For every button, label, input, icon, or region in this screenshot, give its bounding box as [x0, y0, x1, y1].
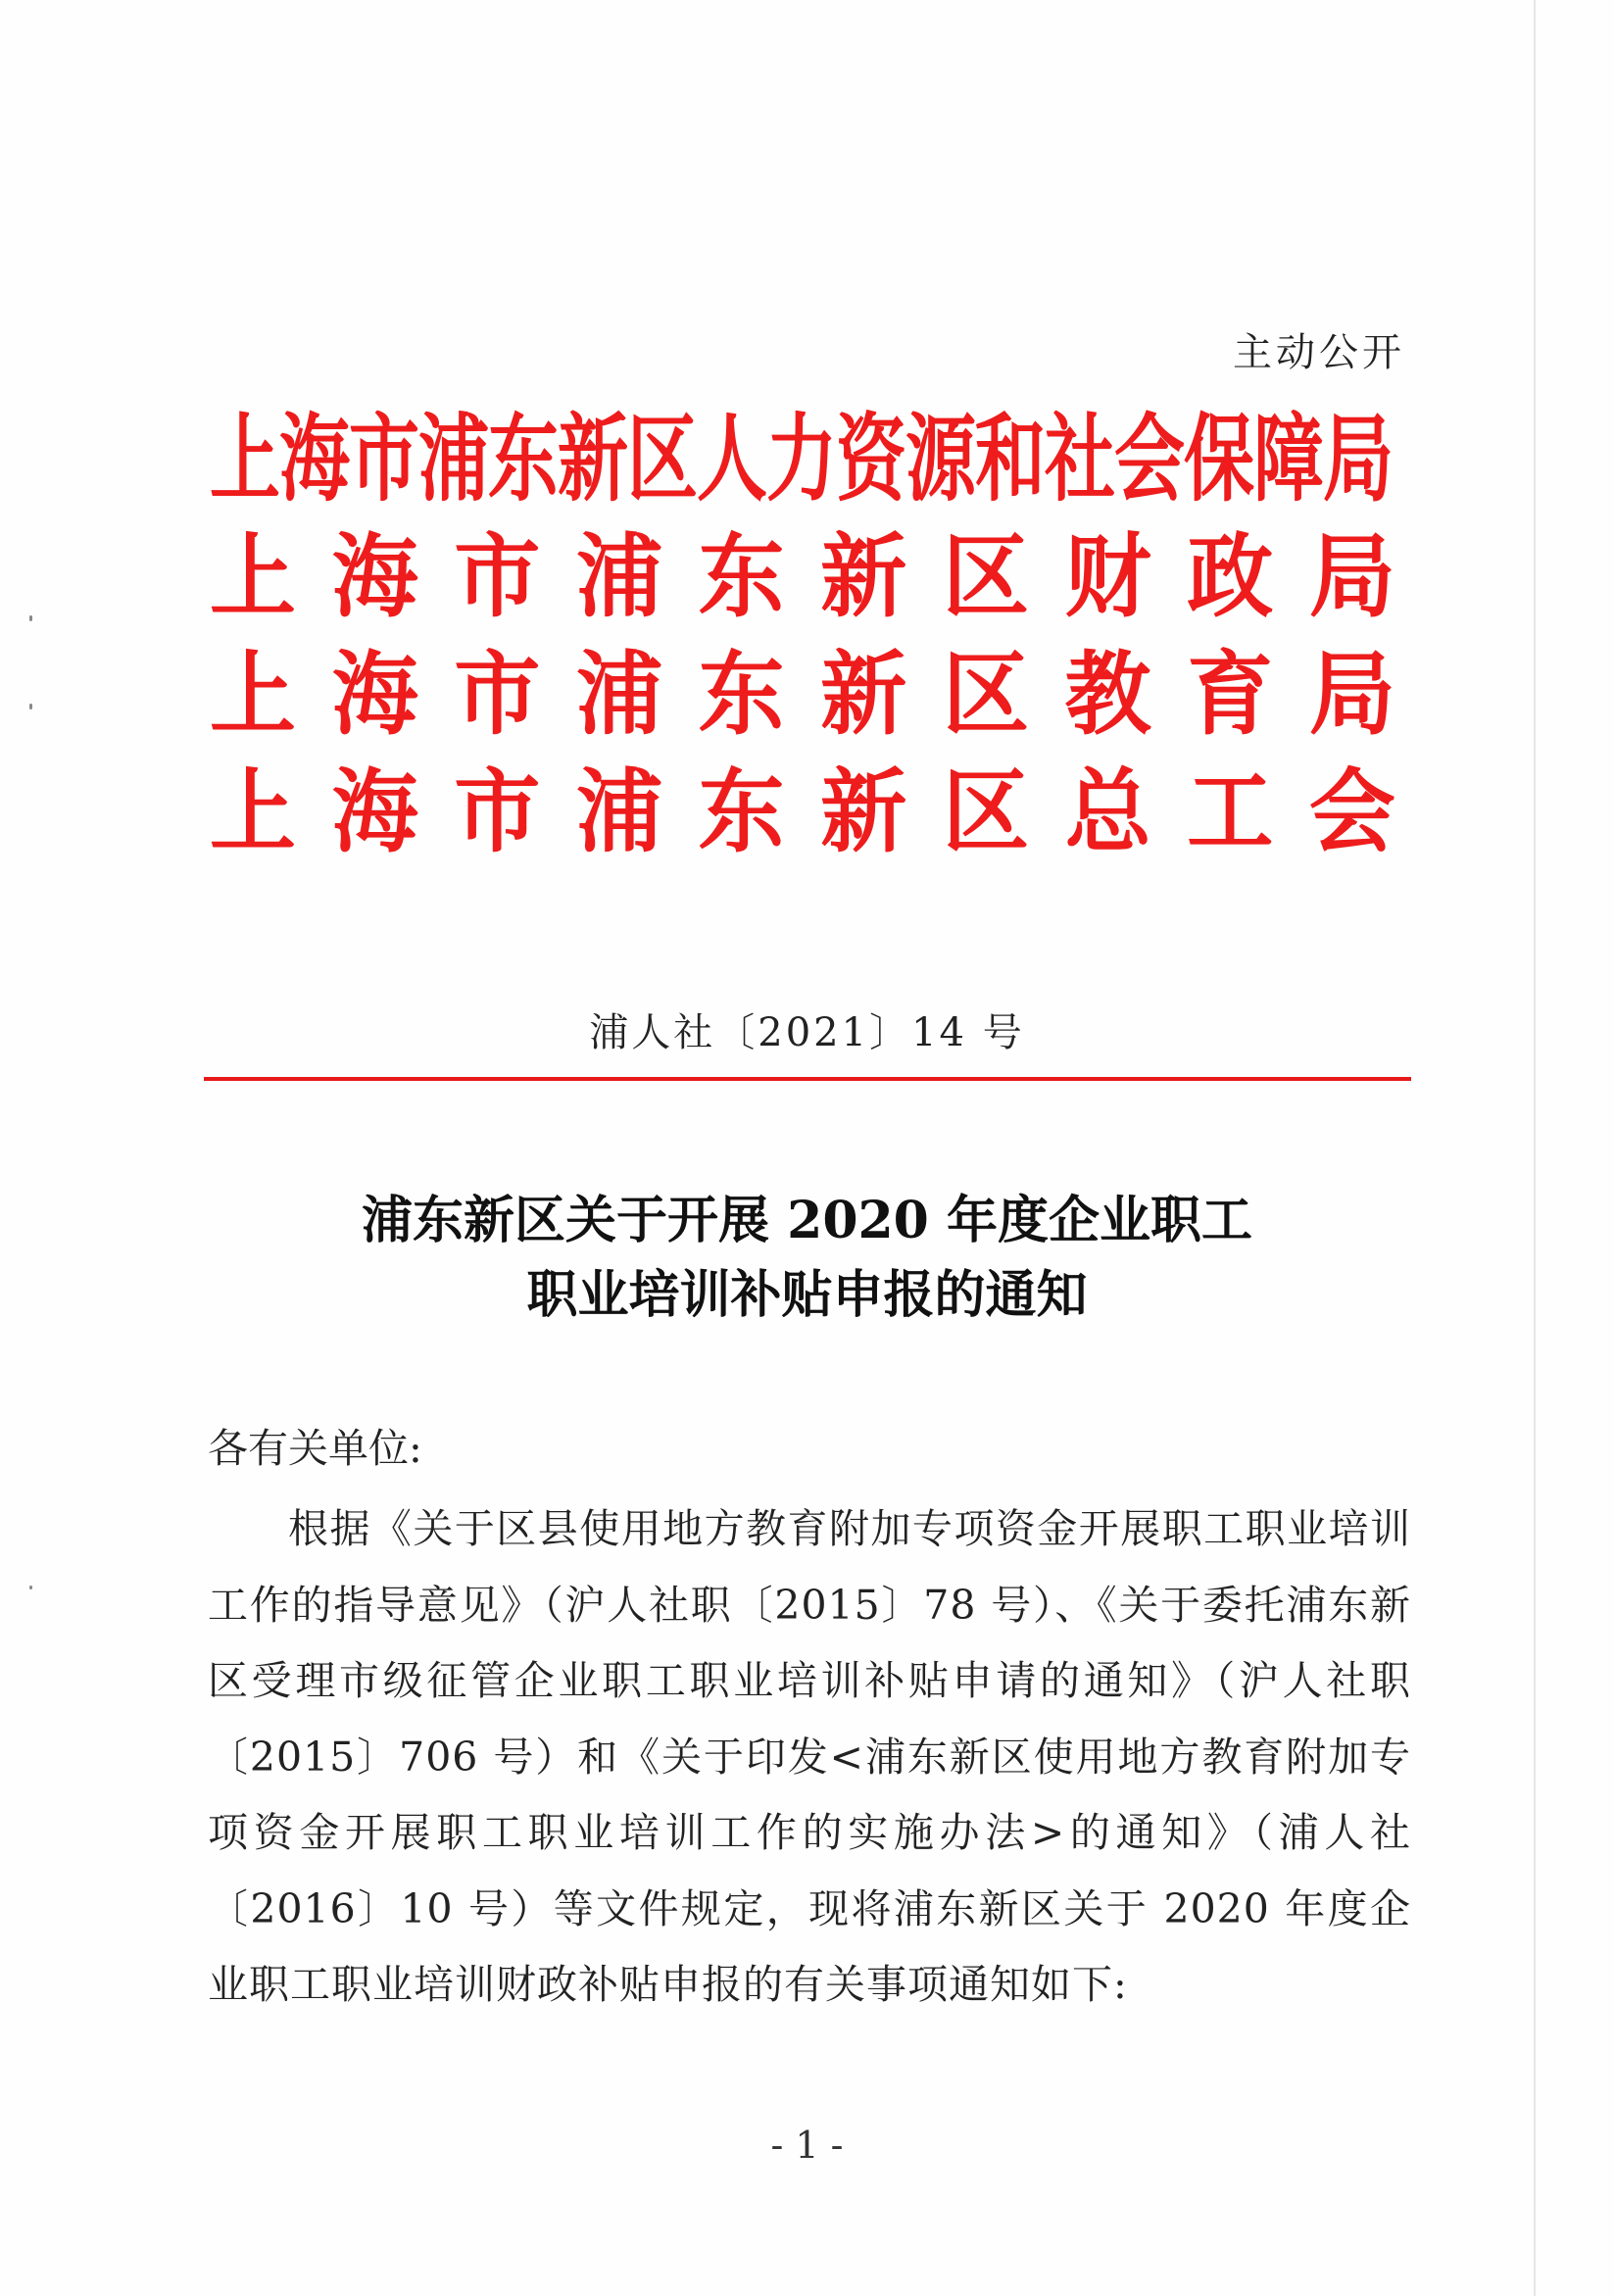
issuer-line — [210, 750, 1395, 873]
issuer-char: 局 — [1308, 522, 1395, 630]
issuer-char: 市 — [454, 757, 541, 865]
issuer-char: 上 — [210, 522, 297, 630]
issuer-name: 上海市浦东新区人力资源和社会保障局 — [210, 401, 1394, 514]
scan-edge — [1534, 0, 1536, 2296]
issuer-char: 市 — [454, 640, 541, 748]
issuer-char: 区 — [942, 522, 1029, 630]
document-number: 浦人社〔2021〕14 号 — [589, 1010, 1025, 1055]
issuer-char: 教 — [1064, 640, 1151, 748]
document-title — [0, 1184, 1614, 1333]
issuer-char: 上 — [210, 640, 297, 748]
title-line-2: 职业培训补贴申报的通知 — [526, 1265, 1088, 1325]
issuer-char: 财 — [1064, 522, 1151, 630]
issuer-char: 市 — [454, 522, 541, 630]
issuer-char: 新 — [820, 757, 907, 865]
issuer-char: 浦 — [575, 522, 662, 630]
issuer-char: 东 — [698, 757, 785, 865]
issuer-char: 政 — [1187, 522, 1274, 630]
issuer-char: 海 — [331, 640, 418, 748]
title-line-1: 浦东新区关于开展 2020 年度企业职工 — [362, 1191, 1252, 1250]
salutation: 各有关单位: — [208, 1425, 422, 1472]
issuer-char: 新 — [820, 640, 907, 748]
issuer-char: 东 — [698, 640, 785, 748]
issuer-char: 海 — [331, 522, 418, 630]
scan-speck — [29, 615, 32, 621]
issuer-char: 工 — [1187, 757, 1274, 865]
issuer-char: 海 — [331, 757, 418, 865]
issuer-char: 局 — [1308, 640, 1395, 748]
issuer-char: 上 — [210, 757, 297, 865]
issuer-line — [210, 632, 1395, 756]
disclosure-label: 主动公开 — [1233, 330, 1405, 375]
page-number: - 1 - — [770, 2124, 844, 2167]
issuer-char: 浦 — [575, 757, 662, 865]
issuer-char: 总 — [1064, 757, 1151, 865]
issuer-char: 新 — [820, 522, 907, 630]
issuer-char: 区 — [942, 757, 1029, 865]
scan-speck — [29, 704, 32, 709]
body-paragraph: 根据《关于区县使用地方教育附加专项资金开展职工职业培训工作的指导意见》（沪人社职〔2015〕78 号）、《关于委托浦东新区受理市级征管企业职工职业培训补贴申请的通知》（沪人社职〔2015〕706 号）和《关于印发<浦东新区使用地方教育附加专项资金开展职工职业培训工作的实施办法>的通知》（浦人社〔2016〕10 号）等文件规定，现将浦东新区关于 2020 年度企业职工职业培训财政补贴申报的有关事项通知如下: — [208, 1505, 1411, 2008]
issuer-header — [210, 400, 1395, 870]
scan-speck — [29, 1586, 32, 1589]
issuer-char: 会 — [1308, 757, 1395, 865]
issuer-line — [210, 514, 1395, 638]
issuer-char: 区 — [942, 640, 1029, 748]
issuer-char: 东 — [698, 522, 785, 630]
red-divider — [204, 1077, 1411, 1081]
issuer-char: 育 — [1187, 640, 1274, 748]
issuer-char: 浦 — [575, 640, 662, 748]
